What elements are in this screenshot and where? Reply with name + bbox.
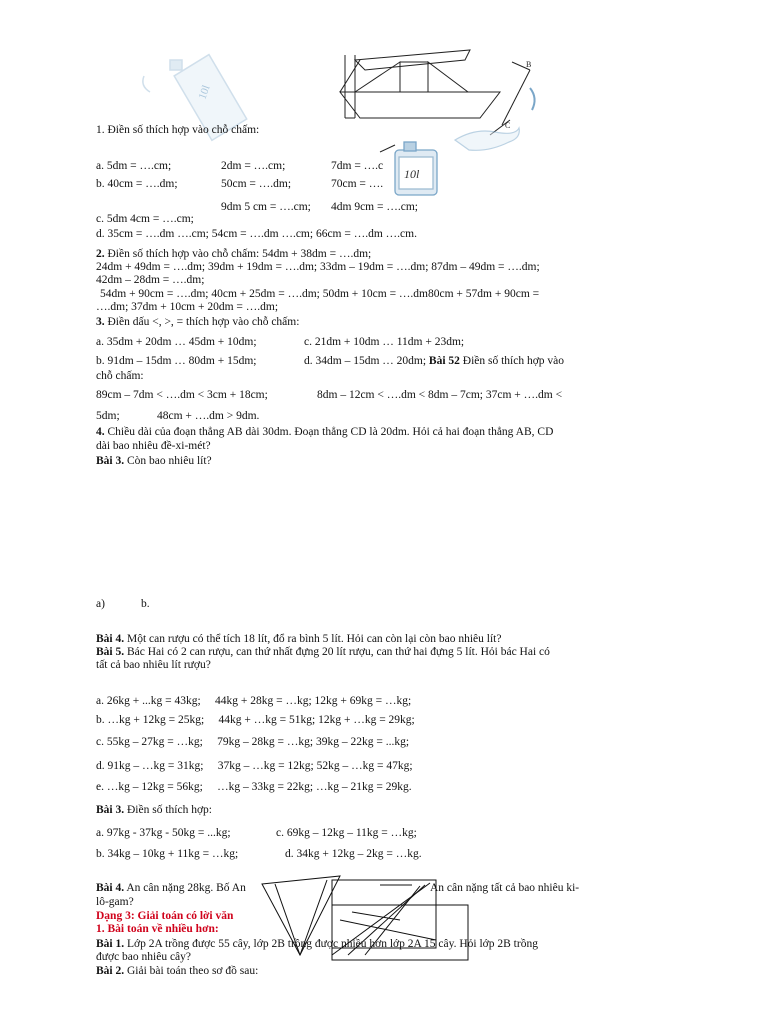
ex4-line1-text: Chiều dài của đoạn thẳng AB dài 30dm. Đoạn thẳng CD là 20dm. Hỏi cả hai đoạn thẳng AB, CD	[104, 426, 554, 438]
bai2-label: Bài 2.	[96, 965, 125, 977]
bai2-line	[96, 965, 258, 978]
bai52-r1b: 8dm – 12cm < ….dm < 8dm – 7cm; 37cm + ….dm <	[317, 389, 563, 401]
bai1-label: Bài 1.	[96, 938, 125, 950]
ex4-label: 4.	[96, 426, 105, 438]
point-b-label: B	[526, 60, 532, 69]
ex1-title: 1. Điền số thích hợp vào chỗ chấm:	[96, 124, 260, 136]
ex3-b: b. 91dm – 15dm … 80dm + 15dm;	[96, 355, 257, 367]
bai4a-label: Bài 4.	[96, 633, 125, 645]
boat-figure	[340, 50, 500, 118]
ex2-line3: 42dm – 28dm = ….dm;	[96, 274, 205, 286]
bai5-cont: tất cả bao nhiêu lít rượu?	[96, 659, 211, 671]
bai4a-text: Một can rượu có thể tích 18 lít, đổ ra bình 5 lít. Hỏi can còn lại còn bao nhiêu lít?	[124, 633, 502, 645]
ex4-line1	[96, 426, 553, 439]
bai5-text: Bác Hai có 2 can rượu, can thứ nhất đựng 20 lít rượu, can thứ hai đựng 5 lít. Hỏi bác Hai có	[124, 646, 550, 658]
ex1-a-col2: 2dm = ….cm;	[221, 160, 286, 172]
ex2-line2: 24dm + 49dm = ….dm; 39dm + 19dm = ….dm; 33dm – 19dm = ….dm; 87dm – 49dm = ….dm;	[96, 261, 540, 273]
kg-row-e: e. …kg – 12kg = 56kg; …kg – 33kg = 22kg; …kg – 21kg = 29kg.	[96, 781, 412, 793]
bai5-label: Bài 5.	[96, 646, 125, 658]
bai3b-title	[96, 804, 212, 817]
dang3-heading: Dạng 3: Giải toán có lời văn	[96, 910, 234, 922]
bai3a-text: Còn bao nhiêu lít?	[124, 455, 212, 467]
bai3b-label: Bài 3.	[96, 804, 125, 816]
ex3-title	[96, 316, 299, 329]
ex1-b-col1: b. 40cm = ….dm;	[96, 178, 178, 190]
ex2-line5: ….dm; 37dm + 10cm + 20dm = ….dm;	[96, 301, 279, 313]
bai4b-text2: An cân nặng tất cả bao nhiêu ki-	[430, 882, 580, 894]
option-a: a)	[96, 598, 105, 610]
bai3b-b: b. 34kg – 10kg + 11kg = …kg;	[96, 848, 239, 860]
option-b: b.	[141, 598, 150, 610]
kg-row-a: a. 26kg + ...kg = 43kg; 44kg + 28kg = …kg; 12kg + 69kg = …kg;	[96, 695, 412, 707]
bai52-r1a: 89cm – 7dm < ….dm < 3cm + 18cm;	[96, 389, 268, 401]
ex3-title-text: Điền dấu <, >, = thích hợp vào chỗ chấm:	[104, 316, 300, 328]
hand-icon	[455, 128, 519, 150]
bai3b-d: d. 34kg + 12kg – 2kg = …kg.	[285, 848, 422, 860]
jug-label-faded: 10l	[196, 83, 213, 102]
ex1-c: c. 5dm 4cm = ….cm;	[96, 213, 194, 225]
bai4b-cont: lô-gam?	[96, 896, 134, 908]
bai1-cont: được bao nhiêu cây?	[96, 951, 192, 963]
bai4b-line	[96, 882, 246, 895]
bai2-text: Giải bài toán theo sơ đồ sau:	[124, 965, 259, 977]
ex3-d: d. 34dm – 15dm … 20dm;	[304, 355, 427, 367]
bai52-r2b: 48cm + ….dm > 9dm.	[157, 410, 260, 422]
kg-row-c: c. 55kg – 27kg = …kg; 79kg – 28kg = …kg; 39kg – 22kg = ...kg;	[96, 736, 410, 748]
ex1-b-col2: 50cm = ….dm;	[221, 178, 292, 190]
point-c-label: C	[505, 121, 511, 130]
ex4-line2: dài bao nhiêu đề-xi-mét?	[96, 440, 211, 452]
bai3a-line	[96, 455, 212, 468]
bai52-cont: chỗ chấm:	[96, 370, 144, 382]
bai52-text: Điền số thích hợp vào	[459, 355, 565, 367]
ex1-a-col1: a. 5dm = ….cm;	[96, 160, 172, 172]
ex2-line1-text: Điền số thích hợp vào chỗ chấm: 54dm + 38dm = ….dm;	[104, 248, 372, 260]
jug-label: 10l	[404, 167, 420, 181]
bai1-line	[96, 938, 538, 951]
ex3-d-line	[304, 355, 564, 368]
kg-row-d: d. 91kg – …kg = 31kg; 37kg – …kg = 12kg; 52kg – …kg = 47kg;	[96, 760, 413, 772]
bai4b-text1: An cân nặng 28kg. Bố An	[124, 882, 246, 894]
nhieu-hon-heading: 1. Bài toán về nhiều hơn:	[96, 923, 219, 935]
bai3b-a: a. 97kg - 37kg - 50kg = ...kg;	[96, 827, 231, 839]
bai3b-text: Điền số thích hợp:	[124, 804, 212, 816]
ex3-label: 3.	[96, 316, 105, 328]
bai4a-line	[96, 633, 501, 646]
ex2-line4: 54dm + 90cm = ….dm; 40cm + 25dm = ….dm; 50dm + 10cm = ….dm80cm + 57dm + 90cm =	[100, 288, 540, 300]
bai3a-label: Bài 3.	[96, 455, 125, 467]
ex1-d: d. 35cm = ….dm ….cm; 54cm = ….dm ….cm; 66cm = ….dm ….cm.	[96, 228, 417, 240]
ex2-label: 2.	[96, 248, 105, 260]
ex1-b2-col1: 9dm 5 cm = ….cm;	[221, 201, 311, 213]
bai1-text: Lớp 2A trồng được 55 cây, lớp 2B trồng được nhiều hơn lớp 2A 15 cây. Hỏi lớp 2B trồng	[124, 938, 538, 950]
ex1-b2-col2: 4dm 9cm = ….cm;	[331, 201, 418, 213]
ex1-a-col3: 7dm = ….c	[331, 160, 384, 172]
ex3-a: a. 35dm + 20dm … 45dm + 10dm;	[96, 336, 257, 348]
bai4b-label: Bài 4.	[96, 882, 125, 894]
bai5-line	[96, 646, 550, 659]
ex2-line1	[96, 248, 371, 261]
bai52-label: Bài 52	[428, 355, 460, 367]
kg-row-b: b. …kg + 12kg = 25kg; 44kg + …kg = 51kg; 12kg + …kg = 29kg;	[96, 714, 415, 726]
ex1-b-col3: 70cm = ….	[331, 178, 384, 190]
bai52-r2a: 5dm;	[96, 410, 120, 422]
angle-figure	[490, 62, 535, 135]
bai3b-c: c. 69kg – 12kg – 11kg = …kg;	[276, 827, 417, 839]
ex3-c: c. 21dm + 10dm … 11dm + 23dm;	[304, 336, 465, 348]
